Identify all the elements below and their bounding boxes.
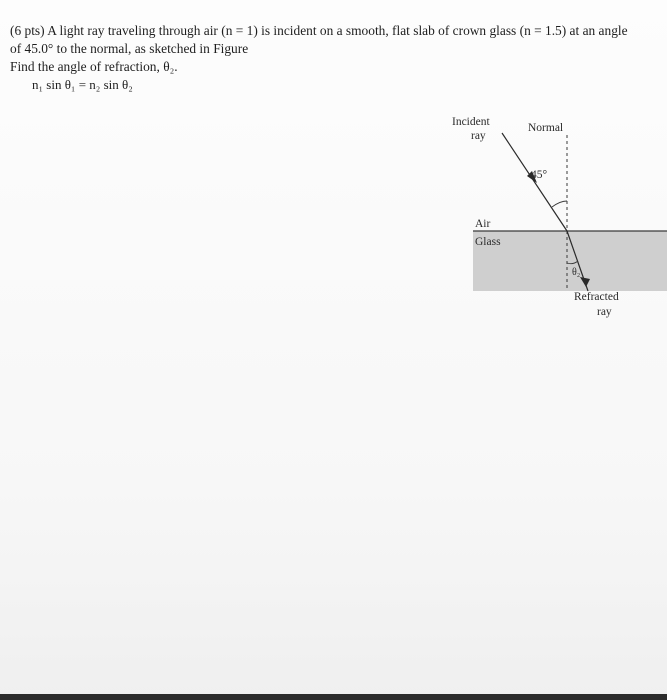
refraction-figure [440,105,667,335]
theta2-label: θ₂ [572,267,581,278]
problem-statement [10,22,650,94]
incident-angle-arc [552,201,567,207]
refracted-label: Refracted [574,291,619,303]
problem-text: (6 pts) A light ray traveling through air (n = 1) is incident on a smooth, flat slab of crown glass (n = 1.5) at an angle of 45.0° to the normal, as sketched in Figure [10,23,628,56]
air-label: Air [475,218,491,230]
normal-label: Normal [528,122,564,134]
incident-ray-label: ray [471,130,486,142]
problem-ask: Find the angle of refraction, θ₂. [10,59,178,74]
glass-label: Glass [475,236,501,248]
incident-ray [502,133,567,231]
angle-label: 45° [531,169,548,181]
incident-label: Incident [452,116,490,128]
refracted-ray-label: ray [597,306,612,318]
snell-formula: n₁ sin θ₁ = n₂ sin θ₂ [32,77,133,92]
bottom-edge [0,694,667,700]
